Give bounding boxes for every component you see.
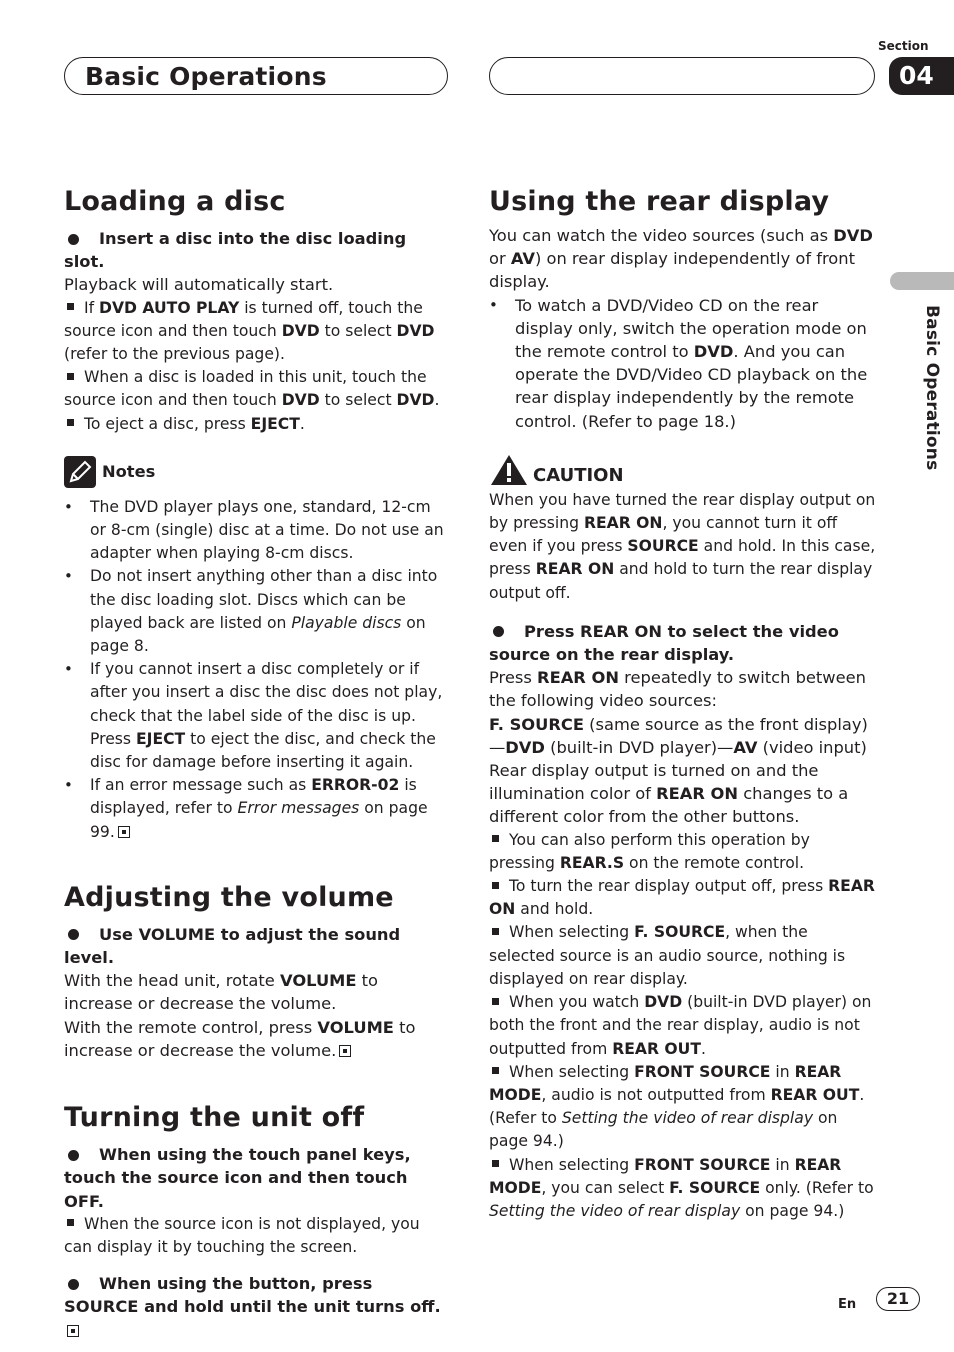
bullet-eject: To eject a disc, press EJECT. [64,413,448,436]
rear-bullet: You can also perform this operation by pressing REAR.S on the remote control. [489,830,810,872]
notes-header [64,456,448,488]
end-mark-icon [67,1325,79,1337]
square-bullet-icon [67,373,74,380]
rear-bullet: To turn the rear display output off, press REAR ON and hold. [489,877,875,919]
right-column [489,186,877,1223]
bullet-source-icon: When the source icon is not displayed, you can display it by touching the screen. [64,1214,420,1256]
end-mark-icon [118,826,130,838]
warning-icon [489,453,529,487]
step-bullet-icon [68,234,79,245]
step-touch-panel: When using the touch panel keys, touch the source icon and then touch OFF. [64,1145,411,1211]
square-bullet-icon [492,835,499,842]
page-number: 21 [876,1287,920,1311]
square-bullet-icon [492,882,499,889]
note-item: • The DVD player plays one, standard, 12-cm or 8-cm (single) disc at a time. Do not use an adapter when playing 8-cm discs. [64,496,448,566]
side-label: Basic Operations [922,305,942,471]
bullet-auto-play: If DVD AUTO PLAY is turned off, touch the source icon and then touch DVD to select DVD (refer to the previous page). [64,298,435,364]
square-bullet-icon [492,1067,499,1074]
header-blank-box [489,57,875,95]
rear-bullet-watch: • To watch a DVD/Video CD on the rear display only, switch the operation mode on the remote control to DVD. And you can operate the DVD/Video CD playback on the rear display independently by the remote control. (Refer to page 18.) [489,294,877,433]
note-item: • If you cannot insert a disc completely or if after you insert a disc the disc does not play, check that the label side of the disc is up. Press EJECT to eject the disc, and check the disc for damage before inserting it again. [64,658,448,774]
step-desc: Playback will automatically start. [64,275,334,295]
caution-header [489,453,877,487]
rear-bullet: When you watch DVD (built-in DVD player) on both the front and the rear display, audio is not outputted from REAR OUT. [489,993,872,1058]
square-bullet-icon [67,419,74,426]
step-press-rear-on: Press REAR ON to select the video source on the rear display. [489,621,839,665]
heading-rear-display: Using the rear display [489,186,830,217]
step-use-volume: Use VOLUME to adjust the sound level. [64,924,401,968]
footer-language: En [838,1297,857,1312]
side-tab-marker [890,272,954,290]
section-label: Section [878,39,929,53]
step-bullet-icon [68,1150,79,1161]
caution-title: CAUTION [533,464,624,486]
square-bullet-icon [492,998,499,1005]
end-mark-icon [339,1045,351,1057]
note-item: • Do not insert anything other than a disc into the disc loading slot. Discs which can be played back are listed on Playable discs on page 8. [64,565,448,658]
square-bullet-icon [67,1219,74,1226]
rear-step-desc: Press REAR ON repeatedly to switch between the following video sources: [489,668,866,711]
pencil-icon [64,456,96,488]
square-bullet-icon [67,303,74,310]
rear-sources: F. SOURCE (same source as the front display) —DVD (built-in DVD player)—AV (video input) [489,714,868,757]
step-insert-disc: Insert a disc into the disc loading slot. [64,229,407,272]
rear-intro: You can watch the video sources (such as DVD or AV) on rear display independently of front display. [489,226,873,292]
section-number: 04 [889,57,954,95]
notes-title: Notes [102,462,156,482]
step-bullet-icon [493,626,504,637]
volume-head-unit: With the head unit, rotate VOLUME to increase or decrease the volume. [64,971,379,1014]
step-bullet-icon [68,1279,79,1290]
bullet-disc-loaded: When a disc is loaded in this unit, touch the source icon and then touch DVD to select DVD. [64,368,440,410]
note-item: • If an error message such as ERROR-02 is displayed, refer to Error messages on page 99. [64,774,448,844]
rear-illumination: Rear display output is turned on and the illumination color of REAR ON changes to a different color from the other buttons. [489,761,849,827]
rear-bullet: When selecting F. SOURCE, when the selected source is an audio source, nothing is displayed on rear display. [489,923,846,988]
left-column [64,186,448,1342]
volume-remote: With the remote control, press VOLUME to increase or decrease the volume. [64,1017,416,1060]
step-bullet-icon [68,929,79,940]
header-title: Basic Operations [85,62,327,91]
heading-loading-disc: Loading a disc [64,186,286,217]
header-title-box [64,57,448,95]
square-bullet-icon [492,928,499,935]
caution-text: When you have turned the rear display output on by pressing REAR ON, you cannot turn it off even if you press SOURCE and hold. In this case, press REAR ON and hold to turn the rear display output off. [489,490,876,602]
square-bullet-icon [492,1160,499,1167]
heading-adjusting-volume: Adjusting the volume [64,881,394,913]
step-press-source: When using the button, press SOURCE and hold until the unit turns off. [64,1272,448,1342]
rear-bullet: When selecting FRONT SOURCE in REAR MODE, you can select F. SOURCE only. (Refer to Setting the video of rear display on page 94.) [489,1155,874,1220]
heading-turning-unit-off: Turning the unit off [64,1102,365,1134]
rear-bullet: When selecting FRONT SOURCE in REAR MODE, audio is not outputted from REAR OUT. (Refer to Setting the video of rear display on page 94.) [489,1062,865,1151]
notes-list [64,496,448,844]
